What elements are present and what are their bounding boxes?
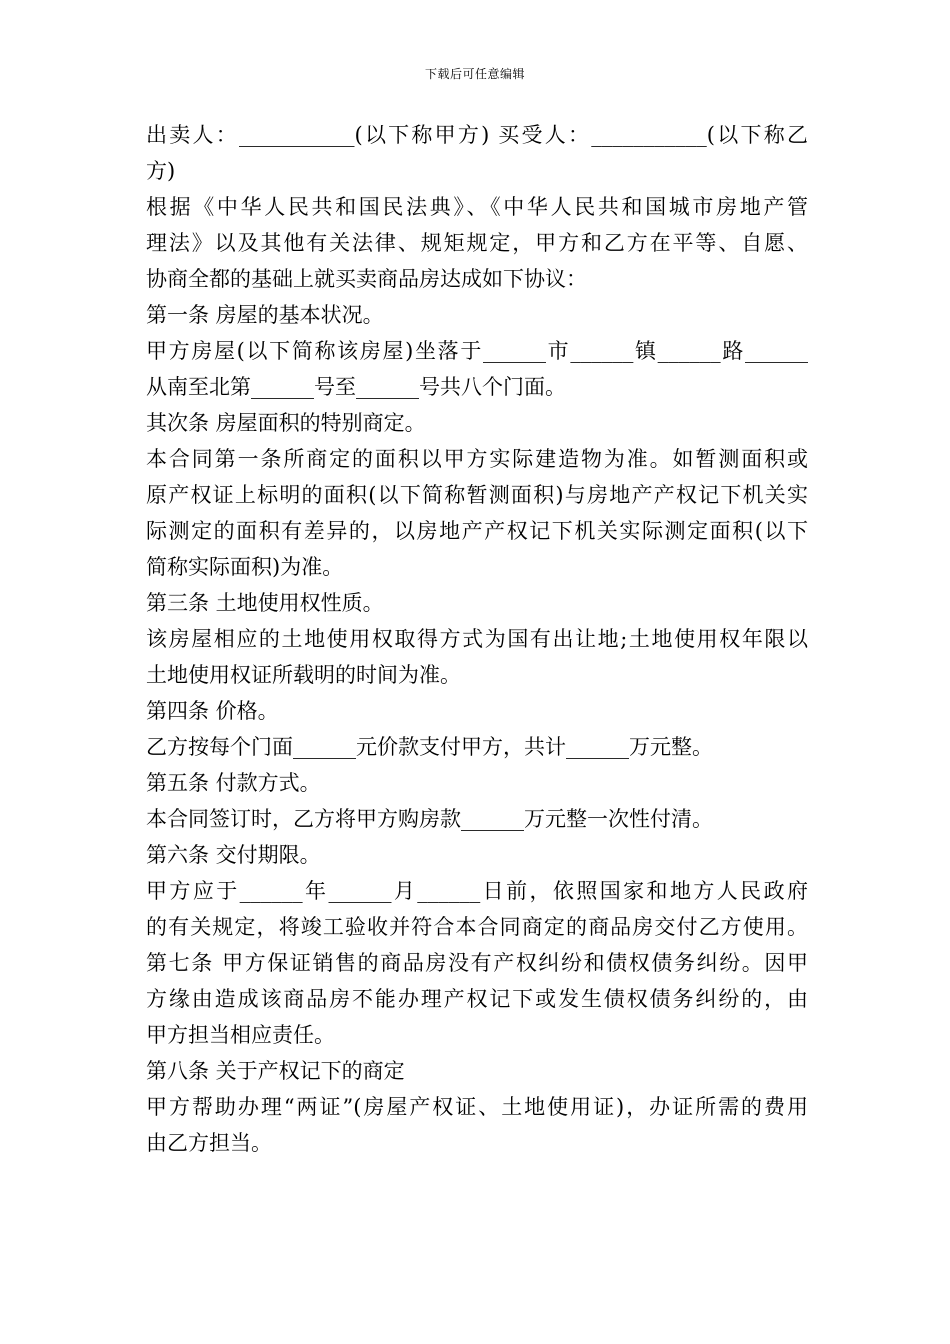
text-line: 第六条 交付期限。	[146, 843, 321, 867]
text-line: 第七条 甲方保证销售的商品房没有产权纠纷和债权债务纠纷。因甲	[146, 951, 808, 975]
contract-body	[146, 117, 808, 1161]
text-line: 甲方应于______年______月______日前，依照国家和地方人民政府	[146, 879, 808, 903]
text-line: 从南至北第______号至______号共八个门面。	[146, 375, 566, 399]
text-line: 土地使用权证所载明的时间为准。	[146, 663, 461, 687]
text-line: 本合同第一条所商定的面积以甲方实际建造物为准。如暂测面积或	[146, 447, 808, 471]
text-line: 其次条 房屋面积的特别商定。	[146, 411, 426, 435]
text-line: 第四条 价格。	[146, 699, 279, 723]
text-line: 方缘由造成该商品房不能办理产权记下或发生债权债务纠纷的，由	[146, 987, 808, 1011]
text-line: 甲方担当相应责任。	[146, 1023, 335, 1047]
text-line: 第八条 关于产权记下的商定	[146, 1059, 405, 1083]
text-line: 该房屋相应的土地使用权取得方式为国有出让地;土地使用权年限以	[146, 627, 808, 651]
text-line: 原产权证上标明的面积(以下简称暂测面积)与房地产产权记下机关实	[146, 483, 808, 507]
text-line: 甲方帮助办理“两证”(房屋产权证、土地使用证)，办证所需的费用	[146, 1095, 808, 1119]
text-line: 乙方按每个门面______元价款支付甲方，共计______万元整。	[146, 735, 713, 759]
text-line: 第五条 付款方式。	[146, 771, 321, 795]
text-line: 第三条 土地使用权性质。	[146, 591, 384, 615]
text-line: 第一条 房屋的基本状况。	[146, 303, 384, 327]
text-line: 协商全都的基础上就买卖商品房达成如下协议：	[146, 267, 587, 291]
text-line: 简称实际面积)为准。	[146, 555, 344, 579]
text-line: 本合同签订时，乙方将甲方购房款______万元整一次性付清。	[146, 807, 713, 831]
header-note: 下载后可任意编辑	[424, 67, 525, 81]
text-line: 甲方房屋(以下简称该房屋)坐落于______市______镇______路______	[146, 339, 808, 363]
text-line: 由乙方担当。	[146, 1131, 272, 1155]
text-line: 出卖人：___________(以下称甲方) 买受人：___________(以下称乙	[146, 123, 808, 147]
text-line: 理法》以及其他有关法律、规矩规定，甲方和乙方在平等、自愿、	[146, 231, 808, 255]
text-line: 根据《中华人民共和国民法典》、《中华人民共和国城市房地产管	[146, 195, 808, 219]
text-line: 方)	[146, 159, 176, 183]
text-line: 际测定的面积有差异的，以房地产产权记下机关实际测定面积(以下	[146, 519, 808, 543]
text-line: 的有关规定，将竣工验收并符合本合同商定的商品房交付乙方使用。	[146, 915, 808, 939]
